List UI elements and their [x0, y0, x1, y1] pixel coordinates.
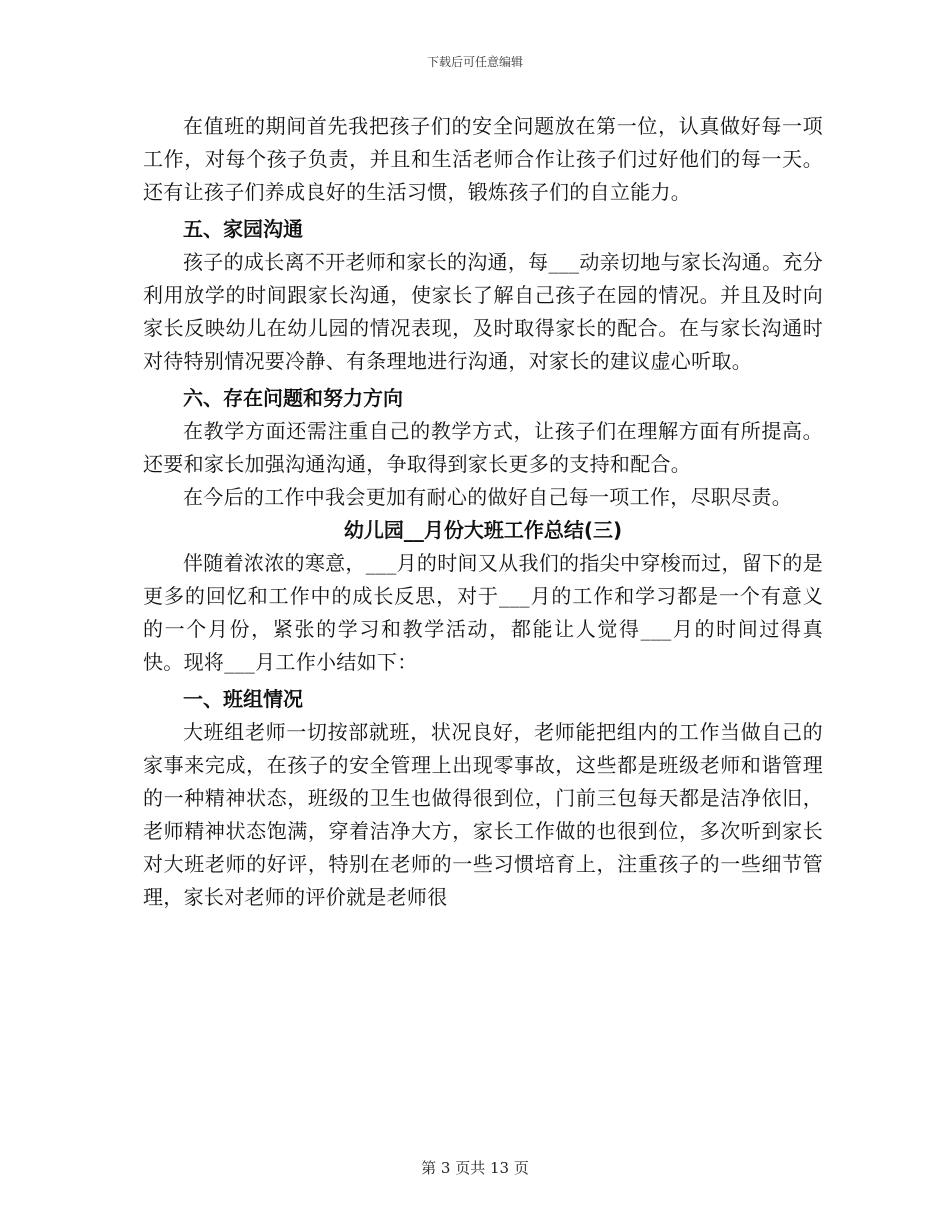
- section-title: 幼儿园__月份大班工作总结(三): [343, 518, 623, 542]
- page-footer: 第 3 页共 13 页: [421, 1159, 529, 1177]
- paragraph-intro: 伴随着浓浓的寒意，___月的时间又从我们的指尖中穿梭而过，留下的是更多的回忆和工作中的成长反思，对于___月的工作和学习都是一个有意义的一个月份，紧张的学习和教学活动，都能让人觉得___月的时间过得真快。现将___月工作小结如下：: [143, 551, 823, 674]
- paragraph-future-work: 在今后的工作中我会更加有耐心的做好自己每一项工作，尽职尽责。: [183, 485, 792, 509]
- paragraph-team: 大班组老师一切按部就班，状况良好，老师能把组内的工作当做自己的家事来完成，在孩子的安全管理上出现零事故，这些都是班级老师和谐管理的一种精神状态，班级的卫生也做得很到位，门前三包每天都是洁净依旧，老师精神状态饱满，穿着洁净大方，家长工作做的也很到位，多次听到家长对大班老师的好评，特别在老师的一些习惯培育上，注重孩子的一些细节管理，家长对老师的评价就是老师很: [143, 720, 823, 909]
- heading-home-school-communication: 五、家园沟通: [183, 217, 303, 241]
- page-header: 下载后可任意编辑: [426, 55, 523, 69]
- heading-team-situation: 一、班组情况: [183, 687, 303, 711]
- heading-problems-and-direction: 六、存在问题和努力方向: [183, 386, 403, 410]
- paragraph-duty: 在值班的期间首先我把孩子们的安全问题放在第一位，认真做好每一项工作，对每个孩子负责，并且和生活老师合作让孩子们过好他们的每一天。还有让孩子们养成良好的生活习惯，锻炼孩子们的自立能力。: [143, 114, 823, 204]
- paragraph-communication: 孩子的成长离不开老师和家长的沟通，每___动亲切地与家长沟通。充分利用放学的时间跟家长沟通，使家长了解自己孩子在园的情况。并且及时向家长反映幼儿在幼儿园的情况表现，及时取得家长的配合。在与家长沟通时对待特别情况要冷静、有条理地进行沟通，对家长的建议虚心听取。: [143, 250, 823, 373]
- paragraph-teaching: 在教学方面还需注重自己的教学方式，让孩子们在理解方面有所提高。还要和家长加强沟通沟通，争取得到家长更多的支持和配合。: [143, 419, 823, 476]
- document-body: [143, 110, 823, 914]
